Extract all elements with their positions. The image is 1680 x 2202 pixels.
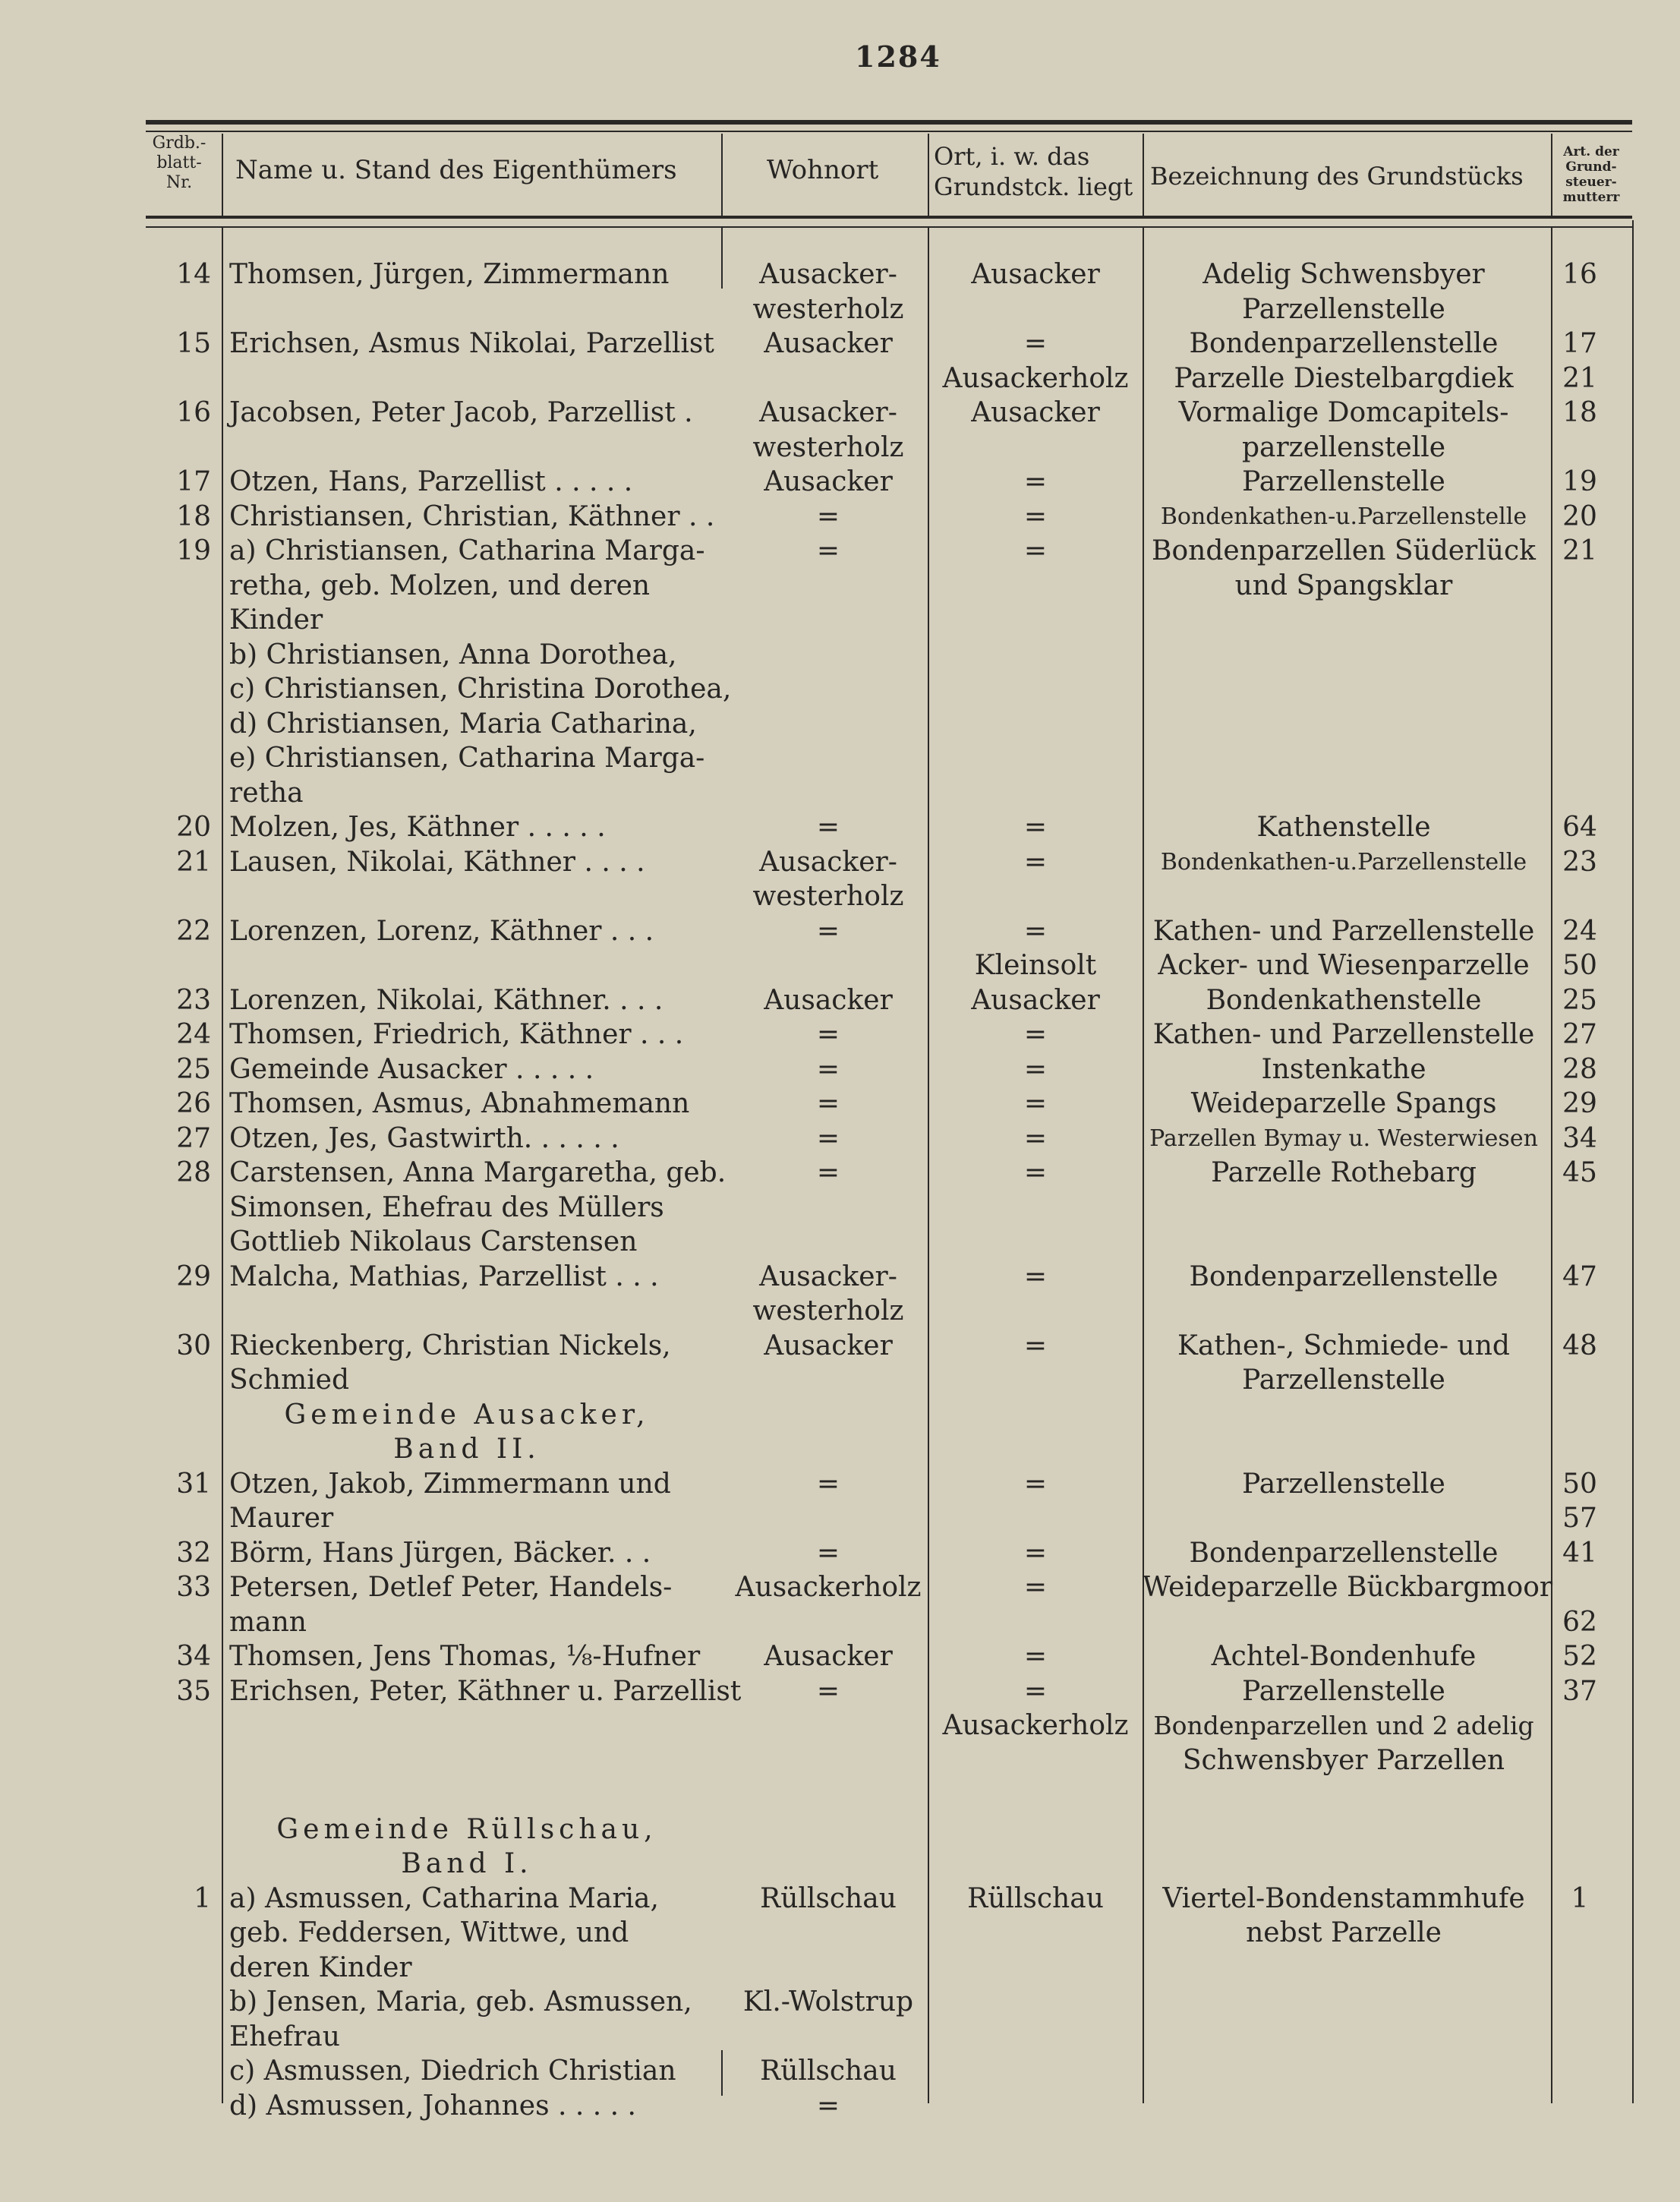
table-row (0, 2021, 1680, 2054)
cell-ort: = (1023, 846, 1048, 878)
cell-bezeichnung: Bondenparzellenstelle (1189, 1537, 1499, 1569)
cell-name: c) Christiansen, Christina Dorothea, (229, 674, 732, 705)
table-row (0, 639, 1680, 672)
section-heading (0, 1813, 1680, 1847)
cell-bezeichnung: Parzellen Bymay u. Westerwiesen (1149, 1125, 1538, 1152)
cell-name: retha, geb. Molzen, und deren (229, 569, 651, 601)
cell-art: 24 (1562, 915, 1597, 947)
cell-ort: = (1023, 1572, 1048, 1603)
cell-wohnort: = (816, 1675, 840, 1707)
cell-nr: 15 (176, 328, 211, 359)
cell-art: 21 (1562, 362, 1597, 394)
table-row (0, 949, 1680, 983)
cell-nr: 23 (176, 984, 211, 1016)
cell-wohnort: = (816, 1468, 840, 1500)
cell-art: 64 (1562, 812, 1597, 843)
table-row (0, 846, 1680, 879)
cell-ort: Ausacker (971, 397, 1100, 428)
cell-name: a) Asmussen, Catharina Maria, (229, 1882, 659, 1914)
table-row (0, 1571, 1680, 1604)
cell-bezeichnung: Schwensbyer Parzellen (1182, 1744, 1505, 1776)
header-art: Art. der Grund- steuer- mutterr (1562, 144, 1620, 205)
cell-bezeichnung: Bondenparzellenstelle (1189, 328, 1499, 359)
cell-name: d) Christiansen, Maria Catharina, (229, 708, 697, 740)
cell-name: e) Christiansen, Catharina Marga- (229, 743, 705, 774)
cell-bezeichnung: Parzelle Rothebarg (1211, 1157, 1477, 1188)
cell-art: 16 (1562, 259, 1597, 290)
cell-art: 21 (1562, 535, 1597, 566)
cell-name: Maurer (229, 1503, 334, 1534)
section-title: Band II. (393, 1434, 541, 1465)
top-rule (146, 120, 1632, 125)
cell-name: Börm, Hans Jürgen, Bäcker. . . (229, 1537, 651, 1569)
table-row (0, 258, 1680, 292)
cell-nr: 24 (176, 1019, 211, 1050)
cell-art: 50 (1562, 1468, 1597, 1500)
cell-nr: 30 (176, 1330, 211, 1361)
cell-ort: = (1023, 1468, 1048, 1500)
cell-ort: = (1023, 915, 1048, 947)
table-row (0, 500, 1680, 534)
cell-bezeichnung: Bondenkathen-u.Parzellenstelle (1160, 848, 1527, 875)
cell-wohnort: Ausacker- (759, 259, 897, 290)
table-row (0, 984, 1680, 1017)
cell-art: 29 (1562, 1088, 1597, 1119)
cell-bezeichnung: Weideparzelle Bückbargmoor (1143, 1572, 1553, 1603)
cell-name: Lorenzen, Lorenz, Käthner . . . (229, 915, 654, 947)
cell-ort: = (1023, 1537, 1048, 1569)
cell-bezeichnung: Parzellenstelle (1242, 1675, 1445, 1707)
table-row (0, 1986, 1680, 2019)
cell-ort: Ausacker (971, 259, 1100, 290)
cell-nr: 21 (176, 846, 211, 878)
header-sep (1551, 134, 1552, 216)
cell-ort: Ausackerholz (942, 362, 1129, 394)
cell-name: Jacobsen, Peter Jacob, Parzellist . (229, 397, 693, 428)
cell-wohnort: westerholz (752, 293, 904, 325)
cell-ort: = (1023, 328, 1048, 359)
cell-bezeichnung: und Spangsklar (1234, 569, 1453, 601)
cell-ort: = (1023, 500, 1048, 532)
table-row (0, 1122, 1680, 1156)
cell-bezeichnung: Bondenkathenstelle (1206, 984, 1482, 1016)
table-row (0, 811, 1680, 844)
cell-wohnort: Kl.-Wolstrup (742, 1986, 914, 2017)
table-row (0, 293, 1680, 327)
cell-ort: = (1023, 1122, 1048, 1154)
cell-name: Thomsen, Asmus, Abnahmemann (229, 1088, 690, 1119)
cell-bezeichnung: Bondenparzellen Süderlück (1152, 535, 1536, 566)
section-title: Gemeinde Rüllschau, (276, 1813, 657, 1845)
cell-nr: 26 (176, 1088, 211, 1119)
cell-bezeichnung: Parzellenstelle (1242, 1364, 1445, 1396)
table-row (0, 1882, 1680, 1916)
cell-nr: 20 (176, 812, 211, 843)
cell-name: a) Christiansen, Catharina Marga- (229, 535, 705, 566)
cell-bezeichnung: Instenkathe (1261, 1053, 1426, 1085)
cell-name: Thomsen, Jens Thomas, ⅛-Hufner (229, 1641, 701, 1672)
cell-ort: = (1023, 1330, 1048, 1361)
cell-name: Schmied (229, 1364, 350, 1396)
table-row (0, 362, 1680, 396)
cell-wohnort: = (816, 2090, 840, 2122)
cell-ort: = (1023, 1675, 1048, 1707)
cell-bezeichnung: Kathenstelle (1256, 812, 1431, 843)
cell-bezeichnung: Parzellenstelle (1242, 293, 1445, 325)
section-title: Band I. (401, 1848, 533, 1879)
cell-art: 18 (1562, 397, 1597, 428)
cell-bezeichnung: Kathen- und Parzellenstelle (1152, 1019, 1535, 1050)
cell-wohnort: Rüllschau (760, 1882, 897, 1914)
cell-wohnort: = (816, 535, 840, 566)
cell-art: 48 (1562, 1330, 1597, 1361)
cell-name: b) Christiansen, Anna Dorothea, (229, 639, 677, 670)
table-row (0, 396, 1680, 430)
cell-bezeichnung: parzellenstelle (1241, 431, 1446, 463)
cell-nr: 18 (176, 500, 211, 532)
header-sep (928, 134, 929, 216)
cell-wohnort: Ausacker- (759, 397, 897, 428)
cell-wohnort: Ausackerholz (735, 1572, 922, 1603)
table-row (0, 1778, 1680, 1812)
table-row (0, 1260, 1680, 1294)
cell-name: Erichsen, Asmus Nikolai, Parzellist (229, 328, 714, 359)
cell-nr: 27 (176, 1122, 211, 1154)
table-row (0, 535, 1680, 568)
cell-name: Gottlieb Nikolaus Carstensen (229, 1226, 638, 1257)
cell-wohnort: Ausacker (764, 1330, 893, 1361)
header-sep (1143, 134, 1144, 216)
cell-nr: 34 (176, 1641, 211, 1672)
table-row (0, 1295, 1680, 1328)
cell-name: Thomsen, Jürgen, Zimmermann (229, 259, 670, 290)
cell-bezeichnung: Viertel-Bondenstammhufe (1162, 1882, 1525, 1914)
cell-name: Otzen, Jakob, Zimmermann und (229, 1468, 671, 1500)
cell-ort: Rüllschau (967, 1882, 1104, 1914)
cell-art: 19 (1562, 466, 1597, 497)
cell-name: Carstensen, Anna Margaretha, geb. (229, 1157, 727, 1188)
cell-nr: 1 (194, 1882, 211, 1914)
table-row (0, 1951, 1680, 1985)
header-rule-thin (146, 226, 1632, 228)
header-rule (146, 216, 1632, 219)
cell-nr: 28 (176, 1157, 211, 1188)
cell-name: Thomsen, Friedrich, Käthner . . . (229, 1019, 684, 1050)
table-row (0, 327, 1680, 361)
table-row (0, 2090, 1680, 2123)
cell-art: 50 (1562, 950, 1597, 981)
cell-name: Molzen, Jes, Käthner . . . . . (229, 812, 606, 843)
table-row (0, 1330, 1680, 1363)
cell-nr: 33 (176, 1572, 211, 1603)
cell-nr: 29 (176, 1260, 211, 1292)
section-heading (0, 1847, 1680, 1881)
cell-art: 27 (1562, 1019, 1597, 1050)
top-rule-thin (146, 131, 1632, 132)
cell-art: 1 (1571, 1882, 1589, 1914)
section-heading (0, 1433, 1680, 1466)
header-sep (721, 134, 723, 216)
cell-art: 41 (1562, 1537, 1597, 1569)
cell-bezeichnung: Acker- und Wiesenparzelle (1158, 950, 1530, 981)
table-row (0, 708, 1680, 741)
cell-ort: Ausackerholz (942, 1710, 1129, 1741)
table-row (0, 1468, 1680, 1501)
cell-ort: = (1023, 1053, 1048, 1085)
cell-bezeichnung: Bondenparzellenstelle (1189, 1260, 1499, 1292)
table-row (0, 1018, 1680, 1052)
cell-ort: = (1023, 1157, 1048, 1188)
table-row (0, 1191, 1680, 1225)
cell-art: 34 (1562, 1122, 1597, 1154)
cell-bezeichnung: Adelig Schwensbyer (1202, 259, 1485, 290)
cell-name: b) Jensen, Maria, geb. Asmussen, (229, 1986, 692, 2017)
cell-wohnort: Ausacker- (759, 1260, 897, 1292)
cell-wohnort: Rüllschau (760, 2055, 897, 2087)
cell-art: 47 (1562, 1260, 1597, 1292)
cell-ort: = (1023, 812, 1048, 843)
cell-ort: Ausacker (971, 984, 1100, 1016)
header-name: Name u. Stand des Eigenthümers (235, 155, 677, 185)
table-row (0, 1537, 1680, 1570)
cell-ort: = (1023, 1260, 1048, 1292)
cell-nr: 35 (176, 1675, 211, 1707)
cell-wohnort: Ausacker (764, 1641, 893, 1672)
cell-name: Rieckenberg, Christian Nickels, (229, 1330, 671, 1361)
table-row (0, 742, 1680, 775)
cell-name: geb. Feddersen, Wittwe, und (229, 1917, 629, 1948)
cell-name: mann (229, 1606, 307, 1638)
cell-wohnort: = (816, 1537, 840, 1569)
cell-bezeichnung: Parzellenstelle (1242, 466, 1445, 497)
cell-wohnort: = (816, 1019, 840, 1050)
cell-ort: = (1023, 1088, 1048, 1119)
cell-wohnort: = (816, 1157, 840, 1188)
table-row (0, 1156, 1680, 1190)
cell-wohnort: westerholz (752, 431, 904, 463)
cell-bezeichnung: Bondenparzellen und 2 adelig (1153, 1711, 1534, 1740)
table-row (0, 1502, 1680, 1535)
header-nr: Grdb.- blatt- Nr. (152, 134, 206, 192)
cell-art: 20 (1562, 500, 1597, 532)
cell-nr: 32 (176, 1537, 211, 1569)
cell-wohnort: = (816, 812, 840, 843)
table-row (0, 1226, 1680, 1259)
table-row (0, 673, 1680, 706)
page-number: 1284 (855, 39, 941, 74)
cell-name: Ehefrau (229, 2021, 340, 2052)
section-heading (0, 1399, 1680, 1432)
header-wohnort: Wohnort (767, 155, 879, 185)
cell-name: Lorenzen, Nikolai, Käthner. . . . (229, 984, 663, 1016)
table-row (0, 431, 1680, 465)
table-row (0, 604, 1680, 637)
table-row (0, 2055, 1680, 2088)
cell-wohnort: Ausacker (764, 466, 893, 497)
cell-wohnort: Ausacker- (759, 846, 897, 878)
cell-art: 45 (1562, 1157, 1597, 1188)
cell-wohnort: = (816, 1122, 840, 1154)
cell-ort: = (1023, 535, 1048, 566)
table-row (0, 569, 1680, 603)
table-row (0, 1709, 1680, 1743)
cell-name: Gemeinde Ausacker . . . . . (229, 1053, 594, 1085)
cell-nr: 16 (176, 397, 211, 428)
cell-art: 57 (1562, 1503, 1597, 1534)
table-row (0, 777, 1680, 810)
header-bezeichnung: Bezeichnung des Grundstücks (1150, 162, 1524, 191)
cell-art: 62 (1562, 1606, 1597, 1638)
cell-wohnort: Ausacker (764, 984, 893, 1016)
table-row (0, 880, 1680, 913)
cell-art: 25 (1562, 984, 1597, 1016)
cell-wohnort: = (816, 500, 840, 532)
cell-wohnort: = (816, 915, 840, 947)
cell-art: 17 (1562, 328, 1597, 359)
cell-name: Petersen, Detlef Peter, Handels- (229, 1572, 673, 1603)
cell-nr: 25 (176, 1053, 211, 1085)
cell-name: Kinder (229, 604, 323, 636)
table-row (0, 1053, 1680, 1087)
cell-ort: = (1023, 1641, 1048, 1672)
cell-bezeichnung: nebst Parzelle (1246, 1917, 1442, 1948)
cell-bezeichnung: Weideparzelle Spangs (1190, 1088, 1497, 1119)
cell-name: Lausen, Nikolai, Käthner . . . . (229, 846, 645, 878)
cell-nr: 31 (176, 1468, 211, 1500)
table-row (0, 915, 1680, 948)
header-sep (222, 134, 223, 216)
cell-wohnort: westerholz (752, 1295, 904, 1327)
cell-nr: 17 (176, 466, 211, 497)
cell-name: retha (229, 777, 304, 809)
cell-name: deren Kinder (229, 1951, 412, 1983)
cell-ort: Kleinsolt (974, 950, 1097, 981)
table-row (0, 1744, 1680, 1778)
cell-wohnort: westerholz (752, 881, 904, 912)
table-row (0, 1087, 1680, 1121)
cell-nr: 22 (176, 915, 211, 947)
table-row (0, 1675, 1680, 1708)
cell-art: 23 (1562, 846, 1597, 878)
cell-art: 52 (1562, 1641, 1597, 1672)
table-row (0, 1606, 1680, 1639)
cell-ort: = (1023, 466, 1048, 497)
cell-wohnort: = (816, 1088, 840, 1119)
cell-bezeichnung: Kathen-, Schmiede- und (1177, 1330, 1510, 1361)
cell-bezeichnung: Vormalige Domcapitels- (1178, 397, 1509, 428)
cell-ort: = (1023, 1019, 1048, 1050)
cell-bezeichnung: Achtel-Bondenhufe (1211, 1641, 1477, 1672)
cell-name: c) Asmussen, Diedrich Christian (229, 2055, 676, 2087)
cell-art: 37 (1562, 1675, 1597, 1707)
table-row (0, 465, 1680, 499)
cell-name: d) Asmussen, Johannes . . . . . (229, 2090, 636, 2122)
cell-name: Otzen, Hans, Parzellist . . . . . (229, 466, 633, 497)
cell-art: 28 (1562, 1053, 1597, 1085)
cell-bezeichnung: Kathen- und Parzellenstelle (1152, 915, 1535, 947)
cell-name: Erichsen, Peter, Käthner u. Parzellist (229, 1675, 742, 1707)
cell-wohnort: Ausacker (764, 328, 893, 359)
cell-name: Christiansen, Christian, Käthner . . (229, 500, 715, 532)
cell-name: Simonsen, Ehefrau des Müllers (229, 1191, 664, 1223)
table-row (0, 1364, 1680, 1397)
table-row (0, 1640, 1680, 1674)
cell-bezeichnung: Parzellenstelle (1242, 1468, 1445, 1500)
cell-wohnort: = (816, 1053, 840, 1085)
cell-nr: 19 (176, 535, 211, 566)
cell-bezeichnung: Parzelle Diestelbargdiek (1174, 362, 1514, 394)
cell-nr: 14 (176, 259, 211, 290)
cell-name: Malcha, Mathias, Parzellist . . . (229, 1260, 659, 1292)
section-title: Gemeinde Ausacker, (284, 1399, 650, 1431)
table-row (0, 1916, 1680, 1950)
cell-name: Otzen, Jes, Gastwirth. . . . . . (229, 1122, 619, 1154)
cell-bezeichnung: Bondenkathen-u.Parzellenstelle (1160, 503, 1527, 530)
header-ort: Ort, i. w. das Grundstck. liegt (934, 142, 1133, 201)
